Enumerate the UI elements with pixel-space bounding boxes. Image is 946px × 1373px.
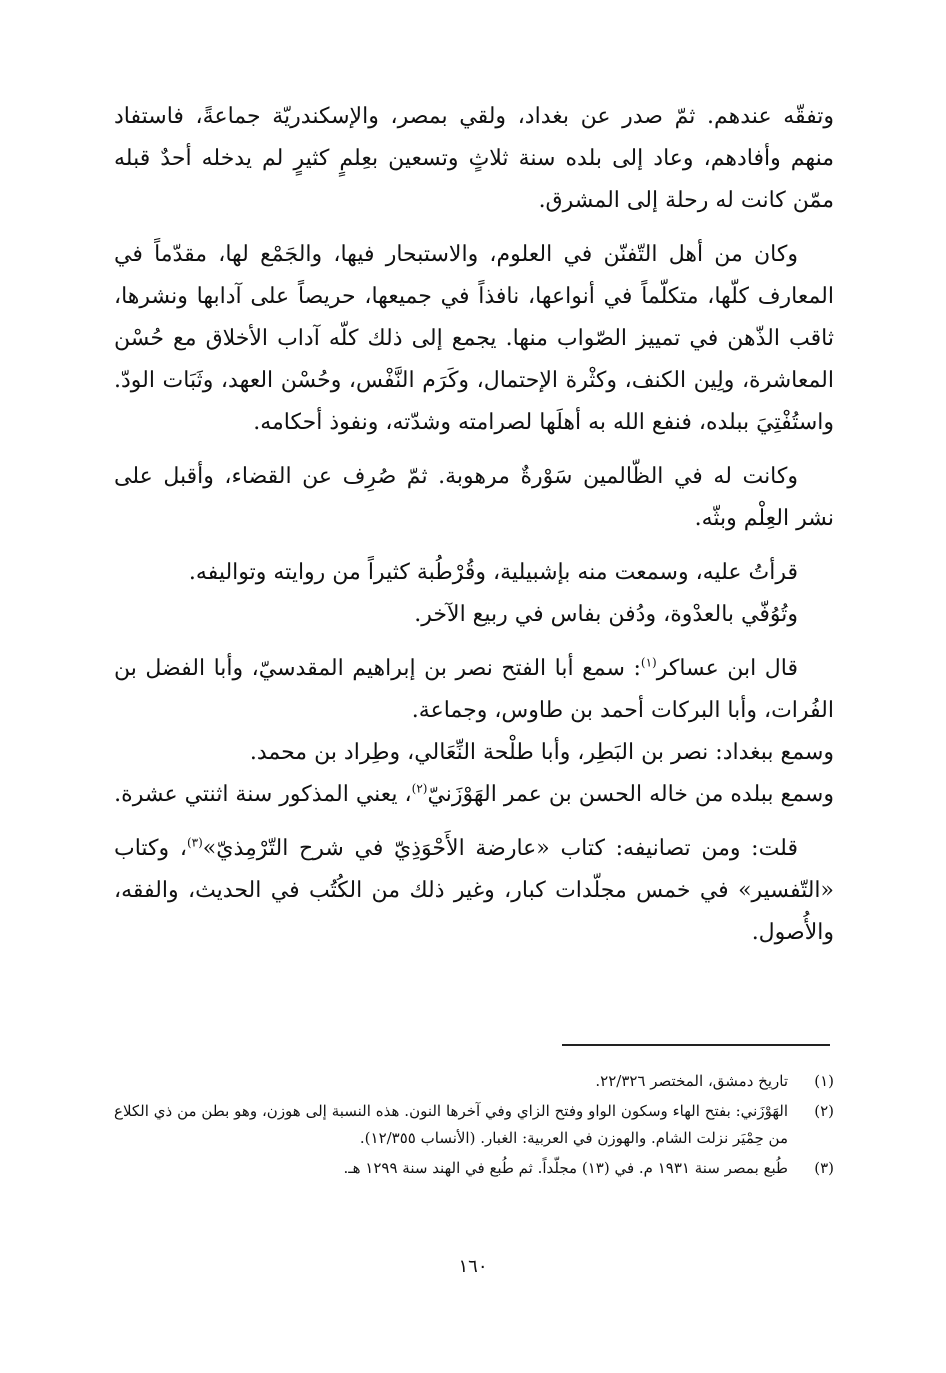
page-number: ١٦٠ bbox=[458, 1256, 488, 1277]
works-lead: قلت: ومن تصانيفه: كتاب «عارضة الأَحْوَذِيّ في شرح التّرْمِذيّ» bbox=[202, 836, 798, 861]
footnote-2 bbox=[114, 1098, 834, 1152]
footnote-separator bbox=[562, 1044, 830, 1046]
footnote-ref-1: (١) bbox=[640, 655, 657, 670]
footnote-ref-2: (٢) bbox=[411, 781, 428, 796]
hometown-lead: وسمع ببلده من خاله الحسن بن عمر الهَوْزَنيّ bbox=[427, 782, 834, 807]
works-tail: ، وكتاب «التّفسير» في خمس مجلّدات كبار، وغير ذلك من الكُتُب في الحديث، والفقه، والأُصول. bbox=[114, 836, 834, 945]
footnote-1 bbox=[114, 1068, 834, 1095]
paragraph-continuation: وتفقّه عندهم. ثمّ صدر عن بغداد، ولقي بمصر، والإسكندريّة جماعةً، فاستفاد منهم وأفادهم، وعاد إلى بلده سنة ثلاثٍ وتسعين بعِلمٍ كثيرٍ لم يدخله أحدٌ قبله ممّن كانت له رحلة إلى المشرق. bbox=[114, 104, 834, 213]
hometown-tail: ، يعني المذكور سنة اثنتي عشرة. bbox=[114, 782, 412, 807]
paragraph-death: وتُوُفّي بالعدْوة، ودُفن بفاس في ربيع الآخر. bbox=[414, 602, 798, 627]
footnote-text: طُبع بمصر سنة ١٩٣١ م. في (١٣) مجلّداً. ثم طُبع في الهند سنة ١٢٩٩ هـ. bbox=[343, 1159, 788, 1177]
footnote-text: تاريخ دمشق، المختصر ٢٢/٣٢٦. bbox=[595, 1072, 788, 1090]
paragraph-judgeship: وكانت له في الظّالمين سَوْرةٌ مرهوبة. ثمّ صُرِف عن القضاء، وأقبل على نشر العِلْم وبثّه. bbox=[114, 464, 834, 531]
paragraph-ibn-asakir bbox=[114, 648, 834, 732]
footnote-text: الهَوْزَني: بفتح الهاء وسكون الواو وفتح الزاي وفي آخرها النون. هذه النسبة إلى هوزن، وهو بطن من ذي الكلاع من حِمْيَر نزلت الشام. والهوزن في العربية: الغبار. (الأنساب ١٢/٣٥٥). bbox=[114, 1102, 788, 1147]
footnote-number: (٢) bbox=[814, 1102, 834, 1120]
paragraph-hometown bbox=[114, 774, 834, 816]
ibn-asakir-lead: قال ابن عساكر bbox=[656, 656, 798, 681]
footnote-ref-3: (٣) bbox=[186, 835, 203, 850]
footnote-number: (١) bbox=[814, 1072, 834, 1090]
footnote-3 bbox=[114, 1155, 834, 1182]
paragraph-baghdad: وسمع ببغداد: نصر بن البَطِر، وأبا طلْحة النِّعَالي، وطِراد بن محمد. bbox=[249, 740, 834, 765]
footnote-number: (٣) bbox=[814, 1159, 834, 1177]
main-text bbox=[114, 96, 834, 954]
footnotes bbox=[114, 1068, 834, 1185]
ibn-asakir-teachers: : سمع أبا الفتح نصر بن إبراهيم المقدسيّ، وأبا الفضل بن الفُرات، وأبا البركات أحمد بن طاوس، وجماعة. bbox=[114, 656, 834, 723]
paragraph-works bbox=[114, 828, 834, 954]
paragraph-qualities: وكان من أهل التّفنّن في العلوم، والاستبحار فيها، والجَمْع لها، مقدّماً في المعارف كلّها، متكلّماً في أنواعها، نافذاً في جميعها، حريصاً على آدابها ونشرها، ثاقب الذّهن في تمييز الصّواب منها. يجمع إلى ذلك كلّه آداب الأخلاق مع حُسْن المعاشرة، ولِين الكنف، وكثْرة الإحتمال، وكَرَم النَّفْس، وحُسْن العهد، وثَبَات الودّ. واستُفْتِيَ ببلده، فنفع الله به أهلَها لصرامته وشدّته، ونفوذ أحكامه. bbox=[114, 242, 835, 435]
paragraph-reading: قرأتُ عليه، وسمعت منه بإشبيلية، وقُرْطُبة كثيراً من روايته وتواليفه. bbox=[188, 560, 798, 585]
